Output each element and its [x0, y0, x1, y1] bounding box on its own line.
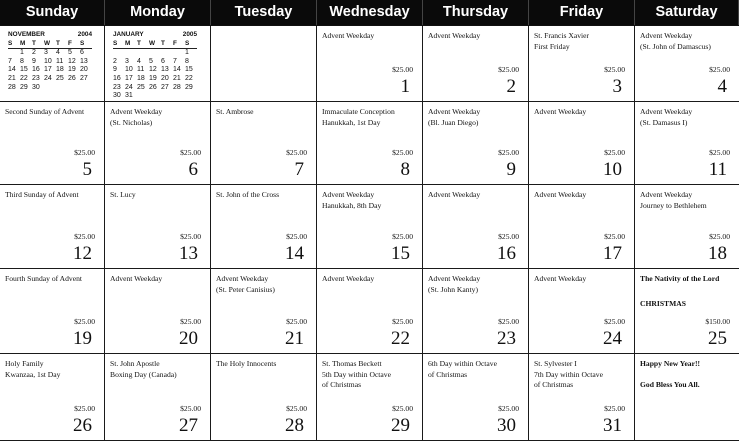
day-cell[interactable] — [317, 269, 423, 354]
day-note: The Holy Innocents — [216, 359, 277, 368]
day-number: 29 — [391, 415, 410, 436]
day-note: Advent Weekday — [322, 274, 375, 283]
day-price: $25.00 — [180, 317, 201, 326]
day-note: Advent Weekday (Bl. Juan Diego) — [428, 107, 481, 127]
day-cell[interactable] — [423, 354, 529, 441]
day-cell[interactable] — [211, 354, 317, 441]
mini-calendar-date: 6 — [80, 49, 84, 57]
day-price: $25.00 — [498, 232, 519, 241]
day-price: $25.00 — [392, 148, 413, 157]
day-number: 9 — [506, 159, 516, 180]
day-price: $25.00 — [180, 404, 201, 413]
mini-calendar-date: 17 — [125, 74, 133, 82]
day-number: 25 — [708, 328, 727, 349]
mini-calendar-date: 29 — [20, 83, 28, 91]
mini-calendar-date: 23 — [113, 83, 121, 91]
day-note: Advent Weekday (St. Nicholas) — [110, 107, 163, 127]
day-price: $25.00 — [604, 65, 625, 74]
mini-calendar-date — [68, 84, 80, 93]
day-number: 7 — [294, 159, 304, 180]
day-note: Third Sunday of Advent — [5, 190, 79, 199]
weekday-monday: Monday — [105, 0, 211, 25]
day-number: 26 — [73, 415, 92, 436]
day-price: $25.00 — [709, 232, 730, 241]
mini-calendar-week — [113, 66, 197, 75]
mini-calendar-dow: S — [185, 40, 197, 50]
day-price: $25.00 — [180, 232, 201, 241]
day-note: St. John of the Cross — [216, 190, 280, 199]
day-extra-note: God Bless You All. — [640, 380, 700, 389]
mini-calendar-date: 20 — [80, 66, 88, 74]
mini-calendar-dow: M — [20, 40, 32, 50]
day-number: 2 — [506, 76, 516, 97]
mini-calendar-week — [113, 58, 197, 67]
day-cell[interactable] — [317, 102, 423, 185]
mini-calendar-date — [80, 84, 92, 93]
day-cell[interactable] — [423, 102, 529, 185]
day-note: Advent Weekday Hanukkah, 8th Day — [322, 190, 382, 210]
day-cell[interactable] — [0, 185, 105, 269]
day-note: Advent Weekday (St. John Kanty) — [428, 274, 481, 294]
day-price: $25.00 — [498, 317, 519, 326]
mini-calendar-date: 2 — [32, 49, 36, 57]
mini-calendar-date: 14 — [8, 66, 16, 74]
day-price: $25.00 — [180, 148, 201, 157]
day-cell[interactable] — [211, 185, 317, 269]
day-note: Advent Weekday (St. Damasus I) — [640, 107, 693, 127]
mini-calendar-dow: S — [8, 40, 20, 50]
mini-calendar-month: NOVEMBER — [8, 31, 45, 38]
mini-calendar-date: 27 — [80, 74, 88, 82]
mini-calendar-date: 14 — [173, 66, 181, 74]
mini-calendar-date: 19 — [68, 66, 76, 74]
mini-calendar-date: 12 — [68, 57, 76, 65]
day-cell[interactable] — [529, 102, 635, 185]
mini-calendar-dow: T — [137, 40, 149, 50]
mini-calendar — [8, 31, 92, 92]
mini-calendar-date: 8 — [185, 57, 189, 65]
day-number: 18 — [708, 243, 727, 264]
mini-calendar-date — [8, 49, 20, 58]
mini-calendar-date: 15 — [185, 66, 193, 74]
mini-calendar-date: 26 — [68, 74, 76, 82]
mini-calendar-date — [173, 49, 185, 58]
day-note: Second Sunday of Advent — [5, 107, 85, 116]
day-cell[interactable] — [105, 354, 211, 441]
day-price: $25.00 — [604, 317, 625, 326]
weekday-thursday: Thursday — [423, 0, 529, 25]
day-number: 30 — [497, 415, 516, 436]
mini-calendar-month: JANUARY — [113, 31, 144, 38]
day-cell[interactable] — [0, 354, 105, 441]
mini-calendar-date — [161, 92, 173, 101]
mini-calendar-date: 24 — [125, 83, 133, 91]
mini-calendar-date: 12 — [149, 66, 157, 74]
mini-calendar-date: 28 — [173, 83, 181, 91]
day-price: $25.00 — [392, 232, 413, 241]
day-price: $25.00 — [74, 317, 95, 326]
mini-calendar-date: 1 — [20, 49, 24, 57]
mini-calendar-date — [173, 92, 185, 101]
day-number: 28 — [285, 415, 304, 436]
mini-calendar-date: 4 — [137, 57, 141, 65]
mini-calendar-dow: F — [173, 40, 185, 50]
day-cell[interactable] — [211, 102, 317, 185]
mini-calendar-dow: S — [80, 40, 92, 50]
mini-calendar-header — [8, 31, 92, 40]
mini-calendar-date: 4 — [56, 49, 60, 57]
day-note: Advent Weekday — [534, 190, 587, 199]
day-number: 19 — [73, 328, 92, 349]
calendar-grid — [0, 25, 739, 441]
mini-calendar-date: 1 — [185, 49, 189, 57]
day-price: $25.00 — [604, 232, 625, 241]
day-price: $25.00 — [604, 148, 625, 157]
mini-calendar-date: 11 — [137, 66, 145, 74]
day-price: $25.00 — [392, 317, 413, 326]
mini-calendar-date: 26 — [149, 83, 157, 91]
day-cell[interactable] — [635, 26, 739, 102]
mini-calendar-date: 10 — [125, 66, 133, 74]
day-number: 12 — [73, 243, 92, 264]
day-price: $25.00 — [709, 148, 730, 157]
day-note: Advent Weekday — [428, 31, 481, 40]
day-cell[interactable] — [423, 26, 529, 102]
day-number: 10 — [603, 159, 622, 180]
mini-calendar-dow-row — [113, 40, 197, 50]
mini-calendar-dow-row — [8, 40, 92, 50]
mini-calendar-date — [137, 49, 149, 58]
mini-calendar-date — [185, 92, 197, 101]
day-note: Immaculate Conception Hanukkah, 1st Day — [322, 107, 395, 127]
day-cell[interactable] — [0, 102, 105, 185]
mini-calendar-date: 7 — [8, 57, 12, 65]
mini-calendar-week — [113, 84, 197, 93]
mini-calendar-date: 11 — [56, 57, 64, 65]
day-cell[interactable] — [423, 269, 529, 354]
mini-calendar-week — [113, 49, 197, 58]
day-note: The Nativity of the Lord — [640, 274, 720, 283]
mini-calendar-date: 16 — [32, 66, 40, 74]
day-price: $25.00 — [392, 65, 413, 74]
weekday-tuesday: Tuesday — [211, 0, 317, 25]
day-note: Fourth Sunday of Advent — [5, 274, 82, 283]
day-number: 17 — [603, 243, 622, 264]
day-cell[interactable] — [317, 26, 423, 102]
mini-calendar-date — [161, 49, 173, 58]
mini-calendar-date: 5 — [68, 49, 72, 57]
mini-calendar-week — [8, 66, 92, 75]
mini-calendar-date: 28 — [8, 83, 16, 91]
day-cell[interactable] — [0, 269, 105, 354]
day-note: Advent Weekday — [428, 190, 481, 199]
mini-calendar-date: 22 — [185, 74, 193, 82]
mini-calendar-date: 13 — [161, 66, 169, 74]
day-price: $25.00 — [286, 232, 307, 241]
mini-calendar-date: 10 — [44, 57, 52, 65]
day-note: Advent Weekday (St. Peter Canisius) — [216, 274, 275, 294]
mini-calendar-date: 8 — [20, 57, 24, 65]
day-cell[interactable] — [635, 354, 739, 441]
mini-calendar-date — [149, 92, 161, 101]
day-note: Advent Weekday — [110, 274, 163, 283]
day-cell[interactable] — [211, 269, 317, 354]
weekday-saturday: Saturday — [635, 0, 739, 25]
day-note: St. Lucy — [110, 190, 136, 199]
mini-calendar-date: 30 — [32, 83, 40, 91]
mini-calendar-header — [113, 31, 197, 40]
mini-calendar-date: 25 — [56, 74, 64, 82]
mini-calendar-date — [113, 49, 125, 58]
mini-calendar-dow: W — [149, 40, 161, 50]
day-cell[interactable] — [635, 269, 739, 354]
mini-calendar-date: 27 — [161, 83, 169, 91]
day-cell[interactable] — [529, 269, 635, 354]
day-cell[interactable] — [211, 26, 317, 102]
mini-calendar-date: 3 — [44, 49, 48, 57]
day-price: $25.00 — [74, 232, 95, 241]
day-note: St. Francis Xavier First Friday — [534, 31, 590, 51]
mini-calendar-date: 21 — [173, 74, 181, 82]
day-cell[interactable] — [529, 354, 635, 441]
mini-calendar-date: 6 — [161, 57, 165, 65]
mini-calendar-date: 30 — [113, 92, 121, 100]
mini-calendar-dow: M — [125, 40, 137, 50]
day-note: Happy New Year!! — [640, 359, 701, 368]
mini-calendar-date: 24 — [44, 74, 52, 82]
day-cell[interactable] — [105, 269, 211, 354]
mini-calendar-date — [44, 84, 56, 93]
day-number: 16 — [497, 243, 516, 264]
mini-calendar-date — [56, 84, 68, 93]
day-cell[interactable] — [529, 185, 635, 269]
day-note: Advent Weekday Journey to Bethlehem — [640, 190, 707, 210]
mini-calendar-date: 2 — [113, 57, 117, 65]
mini-calendar-date: 21 — [8, 74, 16, 82]
day-cell[interactable] — [105, 26, 211, 102]
mini-calendar-date: 9 — [113, 66, 117, 74]
mini-calendar-week — [8, 84, 92, 93]
day-number: 11 — [708, 159, 727, 180]
day-cell[interactable] — [635, 102, 739, 185]
mini-calendar-date: 18 — [137, 74, 145, 82]
mini-calendar-date: 5 — [149, 57, 153, 65]
mini-calendar-week — [113, 75, 197, 84]
mini-calendar-date — [137, 92, 149, 101]
day-price: $25.00 — [709, 65, 730, 74]
mini-calendar-dow: W — [44, 40, 56, 50]
day-extra-note: CHRISTMAS — [640, 299, 686, 308]
mini-calendar-date: 9 — [32, 57, 36, 65]
day-price: $25.00 — [286, 317, 307, 326]
day-price: $25.00 — [286, 404, 307, 413]
mini-calendar-date: 18 — [56, 66, 64, 74]
day-note: St. Sylvester I 7th Day within Octave of Christmas — [534, 359, 603, 389]
mini-calendar-year: 2005 — [182, 31, 197, 38]
day-number: 31 — [603, 415, 622, 436]
mini-calendar-dow: T — [161, 40, 173, 50]
day-number: 4 — [717, 76, 727, 97]
mini-calendar-week — [113, 92, 197, 101]
mini-calendar-date: 15 — [20, 66, 28, 74]
day-cell[interactable] — [0, 26, 105, 102]
day-number: 5 — [82, 159, 92, 180]
weekday-sunday: Sunday — [0, 0, 105, 25]
day-price: $25.00 — [498, 65, 519, 74]
day-note: St. Ambrose — [216, 107, 254, 116]
day-cell[interactable] — [423, 185, 529, 269]
weekday-wednesday: Wednesday — [317, 0, 423, 25]
day-cell[interactable] — [105, 185, 211, 269]
mini-calendar-date: 16 — [113, 74, 121, 82]
mini-calendar — [113, 31, 197, 101]
day-price: $25.00 — [392, 404, 413, 413]
day-number: 13 — [179, 243, 198, 264]
weekday-header — [0, 0, 739, 25]
mini-calendar-dow: S — [113, 40, 125, 50]
day-note: Advent Weekday — [534, 274, 587, 283]
day-number: 23 — [497, 328, 516, 349]
mini-calendar-week — [8, 49, 92, 58]
day-number: 6 — [188, 159, 198, 180]
mini-calendar-dow: T — [56, 40, 68, 50]
day-cell[interactable] — [105, 102, 211, 185]
day-price: $25.00 — [604, 404, 625, 413]
mini-calendar-date: 29 — [185, 83, 193, 91]
mini-calendar-date: 25 — [137, 83, 145, 91]
day-cell[interactable] — [317, 354, 423, 441]
day-price: $25.00 — [498, 404, 519, 413]
mini-calendar-dow: F — [68, 40, 80, 50]
mini-calendar-week — [8, 58, 92, 67]
day-price: $25.00 — [74, 148, 95, 157]
day-number: 15 — [391, 243, 410, 264]
mini-calendar-date: 17 — [44, 66, 52, 74]
mini-calendar-date: 31 — [125, 92, 133, 100]
weekday-friday: Friday — [529, 0, 635, 25]
mini-calendar-date: 20 — [161, 74, 169, 82]
day-number: 1 — [400, 76, 410, 97]
day-number: 3 — [612, 76, 622, 97]
day-cell[interactable] — [529, 26, 635, 102]
mini-calendar-week — [8, 75, 92, 84]
day-note: Advent Weekday — [322, 31, 375, 40]
day-price: $25.00 — [498, 148, 519, 157]
day-number: 14 — [285, 243, 304, 264]
mini-calendar-date — [125, 49, 137, 58]
mini-calendar-date: 13 — [80, 57, 88, 65]
day-number: 21 — [285, 328, 304, 349]
day-number: 22 — [391, 328, 410, 349]
mini-calendar-date: 19 — [149, 74, 157, 82]
day-note: Advent Weekday — [534, 107, 587, 116]
day-note: Holy Family Kwanzaa, 1st Day — [5, 359, 61, 379]
day-cell[interactable] — [635, 185, 739, 269]
mini-calendar-date — [149, 49, 161, 58]
mini-calendar-date: 7 — [173, 57, 177, 65]
mini-calendar-year: 2004 — [77, 31, 92, 38]
day-number: 27 — [179, 415, 198, 436]
day-price: $25.00 — [74, 404, 95, 413]
day-cell[interactable] — [317, 185, 423, 269]
day-number: 20 — [179, 328, 198, 349]
day-note: St. Thomas Beckett 5th Day within Octave of Christmas — [322, 359, 391, 389]
day-note: 6th Day within Octave of Christmas — [428, 359, 497, 379]
day-price: $25.00 — [286, 148, 307, 157]
mini-calendar-date: 3 — [125, 57, 129, 65]
mini-calendar-dow: T — [32, 40, 44, 50]
day-number: 24 — [603, 328, 622, 349]
mini-calendar-date: 22 — [20, 74, 28, 82]
day-note: Advent Weekday (St. John of Damascus) — [640, 31, 711, 51]
mini-calendar-date: 23 — [32, 74, 40, 82]
day-note: St. John Apostle Boxing Day (Canada) — [110, 359, 177, 379]
day-number: 8 — [400, 159, 410, 180]
day-price: $150.00 — [705, 317, 730, 326]
